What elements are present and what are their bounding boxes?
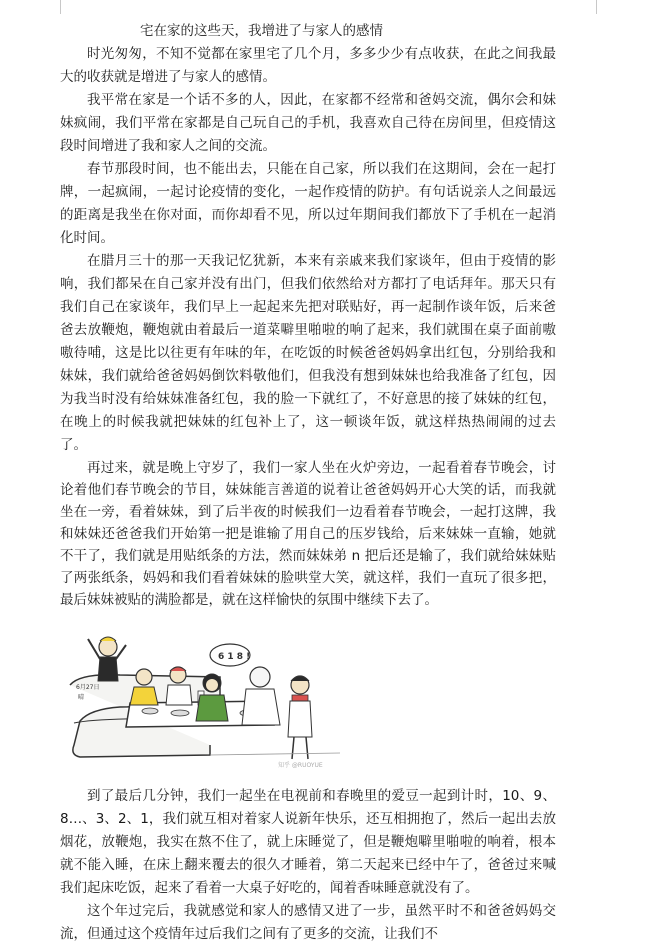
illustration-weather: 晴 bbox=[78, 694, 85, 701]
speech-bubble-text: 6 1 8 ! bbox=[218, 652, 251, 662]
illustration-date: 6月27日 bbox=[76, 684, 100, 691]
page-corner-mark bbox=[60, 0, 61, 14]
paragraph: 在腊月三十的那一天我记忆犹新，本来有亲戚来我们家谈年，但由于疫情的影响，我们都呆在自己家并没有出门，但我们依然给对方都打了电话拜年。那天只有我们自己在家谈年，我们早上一起起来先把对联贴好，再一起制作谈年饭，后来爸爸去放鞭炮，鞭炮就由着最后一道菜噼里啪啦的响了起来，我们就围在桌子面前嗷嗷待哺，这是比以往更有年味的年，在吃饭的时候爸爸妈妈拿出红包，分别给我和妹妹，我们就给爸爸妈妈倒饮料敬他们，但我没有想到妹妹也给我准备了红包，因为我当时没有给妹妹准备红包，我的脸一下就红了，不好意思的接了妹妹的红包，在晚上的时候我就把妹妹的红包补上了，这一顿谈年饭，就这样热热闹闹的过去了。 bbox=[60, 253, 556, 453]
illustration-watermark: 知乎 @RUOYUE bbox=[278, 762, 323, 769]
paragraph: 到了最后几分钟，我们一起坐在电视前和春晚里的爱豆一起到计时，10、9、8…、3、2、1，我们就互相对着家人说新年快乐，还互相拥抱了，然后一起出去放烟花，放鞭炮，我实在熬不住了，就上床睡觉了，但是鞭炮噼里啪啦的响着，根本就不能入睡，在床上翻来覆去的很久才睡着，第二天起来已经中午了，爸爸过来喊我们起床吃饭，起来了看着一大桌子好吃的，闻着香味睡意就没有了。 bbox=[60, 788, 556, 896]
document-title: 宅在家的这些天，我增进了与家人的感情 bbox=[140, 23, 383, 39]
paragraph: 这个年过完后，我就感觉和家人的感情又进了一步，虽然平时不和爸爸妈妈交流，但通过这个疫情年过后我们之间有了更多的交流，让我们不 bbox=[60, 903, 556, 942]
paragraph: 再过来，就是晚上守岁了，我们一家人坐在火炉旁边，一起看着春节晚会，讨论着他们春节晚会的节目，妹妹能言善道的说着让爸爸妈妈开心大笑的话，而我就坐在一旁，看着妹妹，到了后半夜的时候我们一边看着春节晚会，一起打这牌，我和妹妹还爸爸我们开始第一把是谁输了用自己的压岁钱给，后来妹妹一直输，她就不干了，我们就是用贴纸条的方法，然而妹妹弟 n 把后还是输了，我们就给妹妹贴了两张纸条，妈妈和我们看着妹妹的脸哄堂大笑，就这样，我们一直玩了很多把，最后妹妹被贴的满脸都是，就在这样愉快的氛围中继续下去了。 bbox=[60, 460, 556, 608]
paragraph: 我平常在家是一个话不多的人，因此，在家都不经常和爸妈交流，偶尔会和妹妹疯闹，我们平常在家都是自己玩自己的手机，我喜欢自己待在房间里，但疫情这段时间增进了我和家人之间的交流。 bbox=[60, 92, 556, 154]
document-body bbox=[60, 20, 556, 946]
page-corner-mark bbox=[596, 0, 597, 14]
paragraph: 春节那段时间，也不能出去，只能在自己家，所以我们在这期间，会在一起打牌，一起疯闹，一起讨论疫情的变化，一起作疫情的防护。有句话说亲人之间最远的距离是我坐在你对面，而你却看不见，所以过年期间我们都放下了手机在一起消化时间。 bbox=[60, 161, 556, 246]
family-party-illustration bbox=[60, 625, 354, 773]
paragraph: 时光匆匆，不知不觉都在家里宅了几个月，多多少少有点收获，在此之间我最大的收获就是增进了与家人的感情。 bbox=[60, 46, 556, 85]
